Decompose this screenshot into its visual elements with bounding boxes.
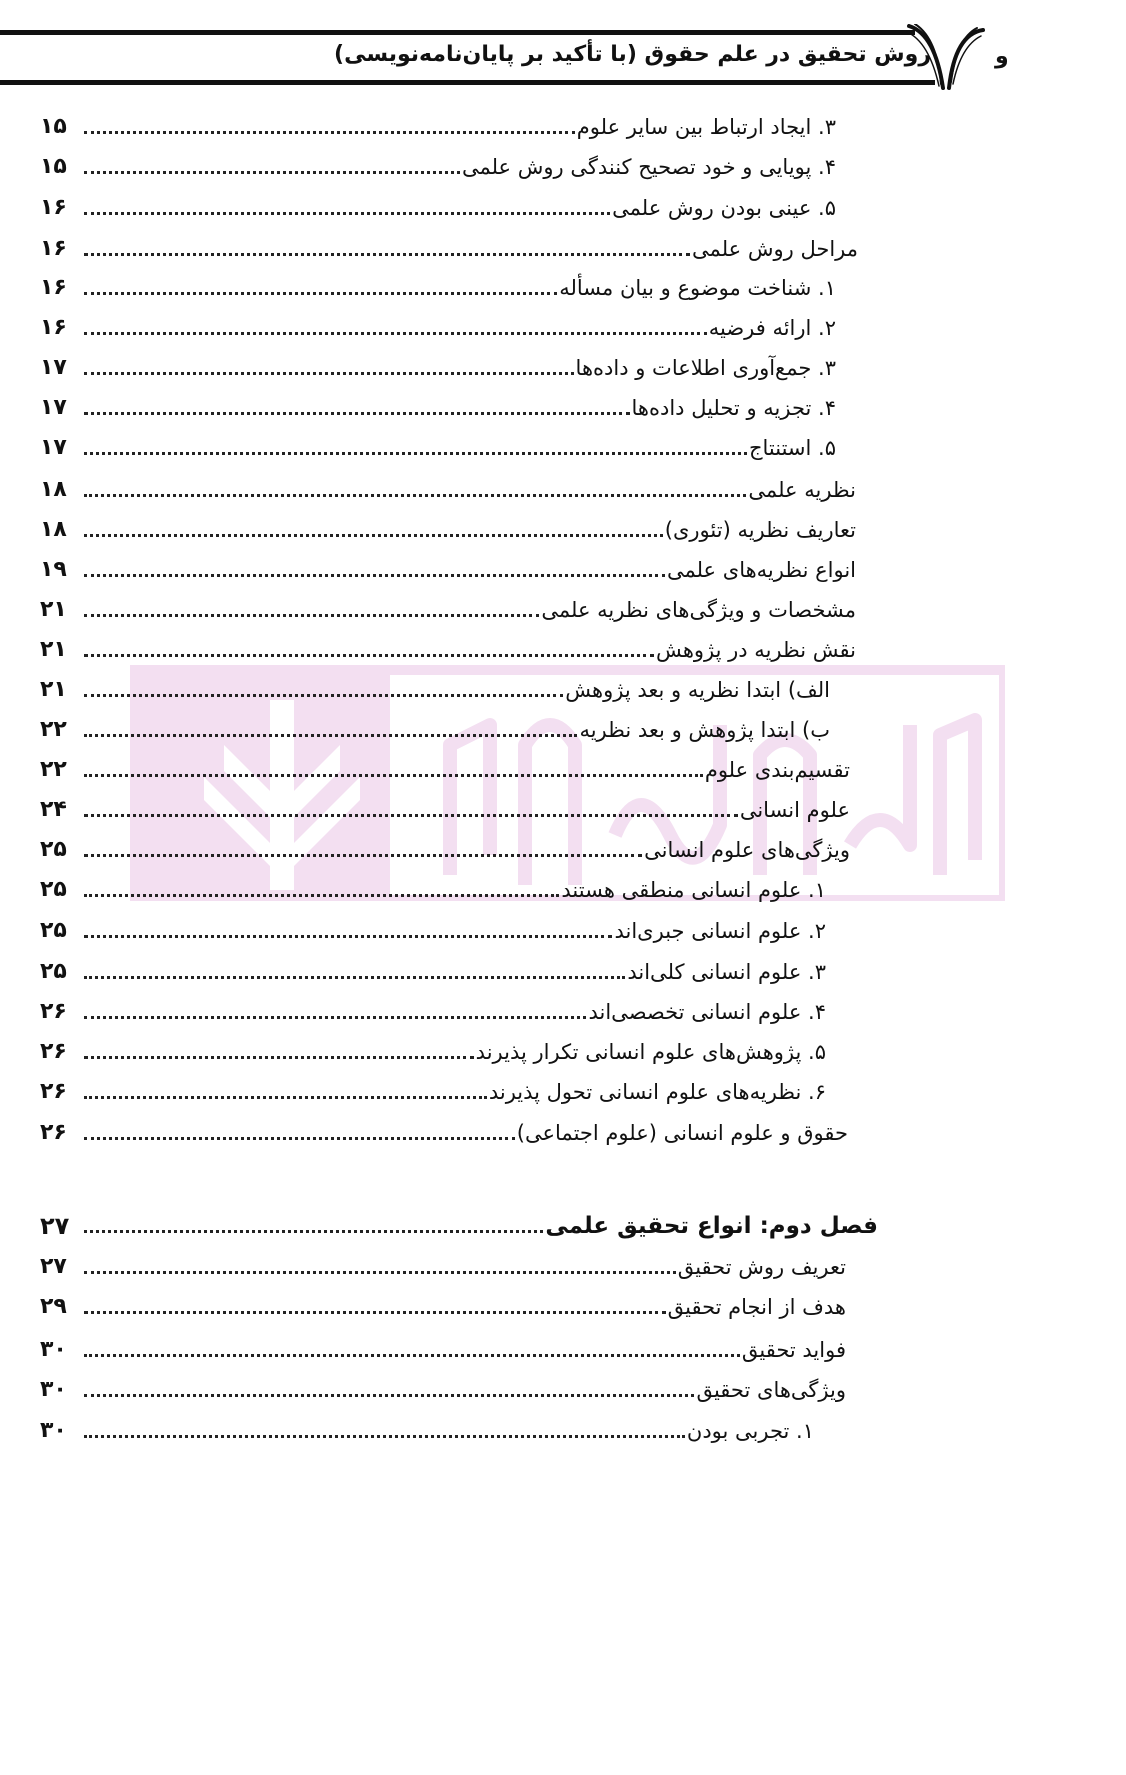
toc-page-number: ۲۶ [40,999,67,1024]
toc-entry-label: فواید تحقیق [741,1338,846,1362]
toc-entry[interactable] [40,751,850,785]
toc-entry-label: نقش نظریه در پژوهش [656,638,856,662]
dot-leader [84,1394,694,1397]
toc-entry[interactable] [40,671,830,705]
toc-page-number: ۱۶ [40,275,67,300]
toc-page-number: ۲۱ [40,597,67,622]
dot-leader [84,1435,685,1438]
toc-page-number: ۲۶ [40,1079,67,1104]
dot-leader [84,774,703,777]
toc-entry-label: ۶. نظریه‌های علوم انسانی تحول پذیرند [488,1080,826,1104]
dot-leader [84,1096,487,1099]
toc-page-number: ۲۹ [40,1294,67,1319]
toc-entry[interactable] [40,831,850,865]
dot-leader [84,1056,474,1059]
toc-page-number: ۱۸ [40,517,67,542]
toc-entry[interactable] [40,230,858,264]
dot-leader [84,253,690,256]
header-rule-bottom [0,80,935,85]
dot-leader [84,1271,676,1274]
toc-entry[interactable] [40,1114,848,1148]
toc-entry[interactable] [40,1248,846,1282]
dot-leader [84,372,574,375]
toc-page-number: ۲۲ [40,757,67,782]
toc-entry-label: ۵. پژوهش‌های علوم انسانی تکرار پذیرند [475,1040,826,1064]
toc-page-number: ۱۹ [40,557,67,582]
toc-entry-label: ۴. علوم انسانی تخصصی‌اند [588,1000,826,1024]
toc-entry-label: تعریف روش تحقیق [677,1255,846,1279]
toc-entry-label: تقسیم‌بندی علوم [704,758,850,782]
wheat-ornament-icon [905,24,985,92]
toc-page-number: ۱۸ [40,477,67,502]
toc-entry-label: ویژگی‌های تحقیق [696,1378,846,1402]
toc-page-number: ۲۵ [40,837,67,862]
running-title: روش تحقیق در علم حقوق (با تأکید بر پایان‌نامه‌نویسی) [334,42,931,67]
toc-page-number: ۲۵ [40,959,67,984]
toc-chapter-entry[interactable] [40,1207,878,1241]
toc-entry-label: ۴. تجزیه و تحلیل داده‌ها [631,396,836,420]
dot-leader [84,814,738,817]
toc-entry[interactable] [40,711,830,745]
dot-leader [84,935,612,938]
toc-entry[interactable] [40,551,856,585]
toc-entry-label: ۱. شناخت موضوع و بیان مسأله [559,276,836,300]
toc-entry[interactable] [40,471,856,505]
dot-leader [84,574,665,577]
dot-leader [84,1230,543,1233]
page-header [0,0,1126,100]
toc-page-number: ۲۶ [40,1039,67,1064]
dot-leader [84,976,625,979]
toc-page-number: ۲۵ [40,877,67,902]
toc-page-number: ۱۵ [40,114,67,139]
page-number-letter: و [995,44,1009,69]
toc-entry-label: الف) ابتدا نظریه و بعد پژوهش [565,678,830,702]
toc-entry-label: ۳. جمع‌آوری اطلاعات و داده‌ها [575,356,836,380]
dot-leader [84,694,563,697]
toc-page-number: ۱۷ [40,395,67,420]
toc-entry[interactable] [40,108,836,142]
dot-leader [84,412,630,415]
dot-leader [84,452,747,455]
toc-entry[interactable] [40,1331,846,1365]
toc-entry-label: ب) ابتدا پژوهش و بعد نظریه [579,718,830,742]
toc-entry-label: ۵. استنتاج [748,436,836,460]
dot-leader [84,894,559,897]
toc-page-number: ۱۶ [40,195,67,220]
toc-page-number: ۲۲ [40,717,67,742]
toc-page-number: ۱۶ [40,236,67,261]
toc-entry[interactable] [40,189,836,223]
dot-leader [84,854,642,857]
toc-entry-label: ۳. ایجاد ارتباط بین سایر علوم [576,115,836,139]
toc-entry-label: ۱. تجربی بودن [686,1419,814,1443]
dot-leader [84,292,557,295]
toc-page-number: ۱۷ [40,435,67,460]
toc-entry[interactable] [40,631,856,665]
toc-page-number: ۳۰ [40,1377,67,1402]
toc-entry-label: حقوق و علوم انسانی (علوم اجتماعی) [516,1121,848,1145]
toc-entry-label: ویژگی‌های علوم انسانی [644,838,850,862]
toc-page-number: ۲۱ [40,677,67,702]
dot-leader [84,212,610,215]
dot-leader [84,1016,586,1019]
toc-page-number: ۳۰ [40,1418,67,1443]
dot-leader [84,614,539,617]
toc-page-number: ۱۶ [40,315,67,340]
toc-entry[interactable] [40,1371,846,1405]
toc-entry-label: ۱. علوم انسانی منطقی هستند [561,878,826,902]
toc-page-number: ۲۶ [40,1120,67,1145]
toc-entry-label: نظریه علمی [748,478,856,502]
dot-leader [84,332,707,335]
toc-page-number: ۲۴ [40,797,67,822]
toc-entry[interactable] [40,349,836,383]
header-rule-top [0,30,915,35]
toc-entry[interactable] [40,591,856,625]
toc-page-number: ۱۵ [40,154,67,179]
toc-chapter-label: فصل دوم: انواع تحقیق علمی [545,1213,878,1239]
dot-leader [84,1137,515,1140]
toc-entry[interactable] [40,511,856,545]
toc-entry[interactable] [40,871,826,905]
toc-entry-label: هدف از انجام تحقیق [667,1295,846,1319]
toc-entry-label: ۳. علوم انسانی کلی‌اند [627,960,826,984]
dot-leader [84,131,575,134]
toc-page-number: ۲۷ [40,1212,70,1240]
toc-entry-label: تعاریف نظریه (تئوری) [664,518,856,542]
toc-page-number: ۲۱ [40,637,67,662]
toc-page-number: ۳۰ [40,1337,67,1362]
dot-leader [84,1354,740,1357]
toc-entry-label: انواع نظریه‌های علمی [666,558,856,582]
toc-entry[interactable] [40,1033,826,1067]
toc-entry[interactable] [40,429,836,463]
toc-page-number: ۲۵ [40,918,67,943]
toc-entry-label: ۴. پویایی و خود تصحیح کنندگی روش علمی [461,155,836,179]
toc-entry[interactable] [40,993,826,1027]
dot-leader [84,1311,666,1314]
dot-leader [84,734,577,737]
toc-entry-label: ۵. عینی بودن روش علمی [612,196,836,220]
toc-entry-label: ۲. ارائه فرضیه [708,316,836,340]
toc-page-number: ۱۷ [40,355,67,380]
toc-entry[interactable] [40,1412,814,1446]
dot-leader [84,534,663,537]
toc-entry[interactable] [40,309,836,343]
toc-entry[interactable] [40,148,836,182]
toc-entry[interactable] [40,791,850,825]
toc-entry-label: علوم انسانی [739,798,850,822]
toc-entry[interactable] [40,389,836,423]
toc-entry-label: مشخصات و ویژگی‌های نظریه علمی [541,598,856,622]
toc-entry[interactable] [40,269,836,303]
toc-entry[interactable] [40,953,826,987]
toc-entry-label: ۲. علوم انسانی جبری‌اند [614,919,826,943]
toc-entry[interactable] [40,1073,826,1107]
toc-entry-label: مراحل روش علمی [692,237,858,261]
toc-entry[interactable] [40,1288,846,1322]
dot-leader [84,171,460,174]
dot-leader [84,494,746,497]
dot-leader [84,654,654,657]
toc-entry[interactable] [40,912,826,946]
toc-page-number: ۲۷ [40,1254,67,1279]
